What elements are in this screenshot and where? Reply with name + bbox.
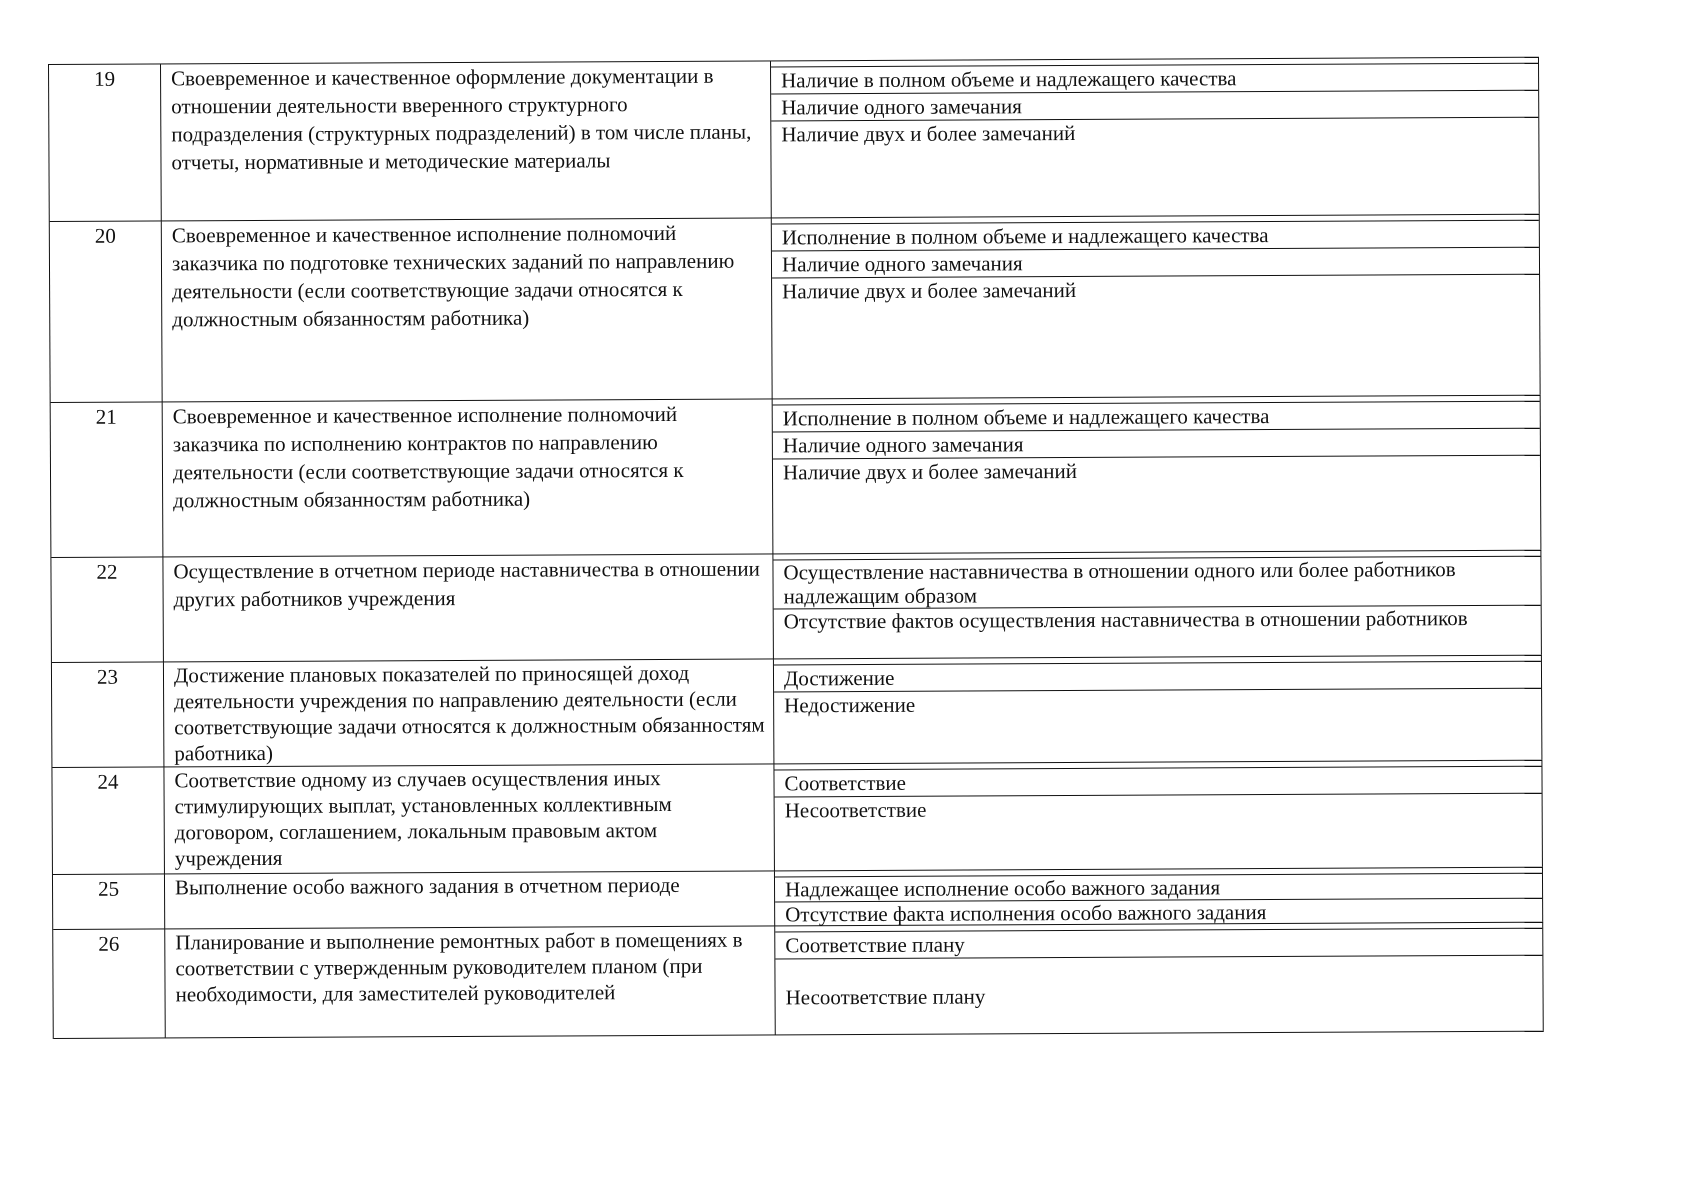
criterion-text: Осуществление в отчетном периоде наставничества в отношении других работников учреждения <box>163 554 774 661</box>
option-text: Несоответствие плану <box>775 955 1542 1035</box>
row-number: 25 <box>53 874 165 929</box>
criterion-text: Планирование и выполнение ремонтных работ в помещениях в соответствии с утвержденным руководителем планом (при необходимости, для заместителей руководителей <box>165 926 776 1037</box>
option-text: Наличие двух и более замечаний <box>773 455 1540 554</box>
option-text: Наличие одного замечания <box>771 90 1538 121</box>
table-row <box>52 656 1542 768</box>
option-text: Отсутствие фактов осуществления наставничества в отношении работников <box>774 605 1541 659</box>
criterion-text: Соответствие одному из случаев осуществления иных стимулирующих выплат, установленных коллективным договором, соглашением, локальным правовым актом учреждения <box>164 764 775 873</box>
row-number: 22 <box>51 557 164 662</box>
table-row <box>49 58 1540 222</box>
row-number: 19 <box>49 64 162 221</box>
table-row <box>53 923 1544 1039</box>
criterion-text: Своевременное и качественное оформление документации в отношении деятельности вверенного структурного подразделения (структурных подразделений) в том числе планы, отчеты, нормативные и методические материалы <box>161 61 772 220</box>
option-text: Недостижение <box>774 688 1541 764</box>
option-text: Соответствие <box>774 766 1541 797</box>
option-text: Исполнение в полном объеме и надлежащего качества <box>773 401 1540 432</box>
option-text: Исполнение в полном объеме и надлежащего качества <box>772 220 1539 251</box>
option-text: Наличие двух и более замечаний <box>771 117 1538 218</box>
options-cell <box>773 551 1541 659</box>
criterion-text: Своевременное и качественное исполнение полномочий заказчика по подготовке технических заданий по направлению деятельности (если соответствующие задачи относятся к должностным обязанностям работника) <box>162 218 773 401</box>
criteria-table <box>48 57 1544 1039</box>
table-row <box>51 396 1542 558</box>
row-number: 24 <box>52 767 165 874</box>
option-text: Надлежащее исполнение особо важного задания <box>775 873 1542 902</box>
table-row <box>50 215 1541 403</box>
row-number: 26 <box>53 929 166 1038</box>
options-cell <box>772 215 1541 399</box>
options-cell <box>774 761 1543 871</box>
row-number: 21 <box>51 402 164 557</box>
options-cell <box>775 923 1544 1035</box>
criterion-text: Достижение плановых показателей по приносящей доход деятельности учреждения по направлению деятельности (если соответствующие задачи относятся к должностным обязанностям работника) <box>164 659 775 766</box>
option-text: Соответствие плану <box>775 928 1542 959</box>
criterion-text: Своевременное и качественное исполнение полномочий заказчика по исполнению контрактов по направлению деятельности (если соответствующие задачи относятся к должностным обязанностям работника) <box>163 399 774 556</box>
options-cell <box>774 656 1542 764</box>
row-number: 20 <box>50 221 163 402</box>
option-text: Несоответствие <box>775 793 1542 871</box>
option-text: Наличие одного замечания <box>772 247 1539 278</box>
option-text: Осуществление наставничества в отношении одного или более работников надлежащим образом <box>773 556 1540 609</box>
table-row <box>52 761 1543 875</box>
option-text: Наличие двух и более замечаний <box>772 274 1540 399</box>
table-row <box>51 551 1541 663</box>
options-cell <box>771 58 1540 218</box>
option-text: Наличие одного замечания <box>773 428 1540 459</box>
option-text: Наличие в полном объеме и надлежащего качества <box>771 63 1538 94</box>
criterion-text: Выполнение особо важного задания в отчетном периоде <box>165 871 775 928</box>
row-number: 23 <box>52 662 165 767</box>
option-text: Достижение <box>774 661 1541 692</box>
table-row <box>53 868 1543 930</box>
options-cell <box>773 396 1542 554</box>
options-cell <box>775 868 1543 926</box>
option-text: Отсутствие факта исполнения особо важного задания <box>775 898 1542 927</box>
